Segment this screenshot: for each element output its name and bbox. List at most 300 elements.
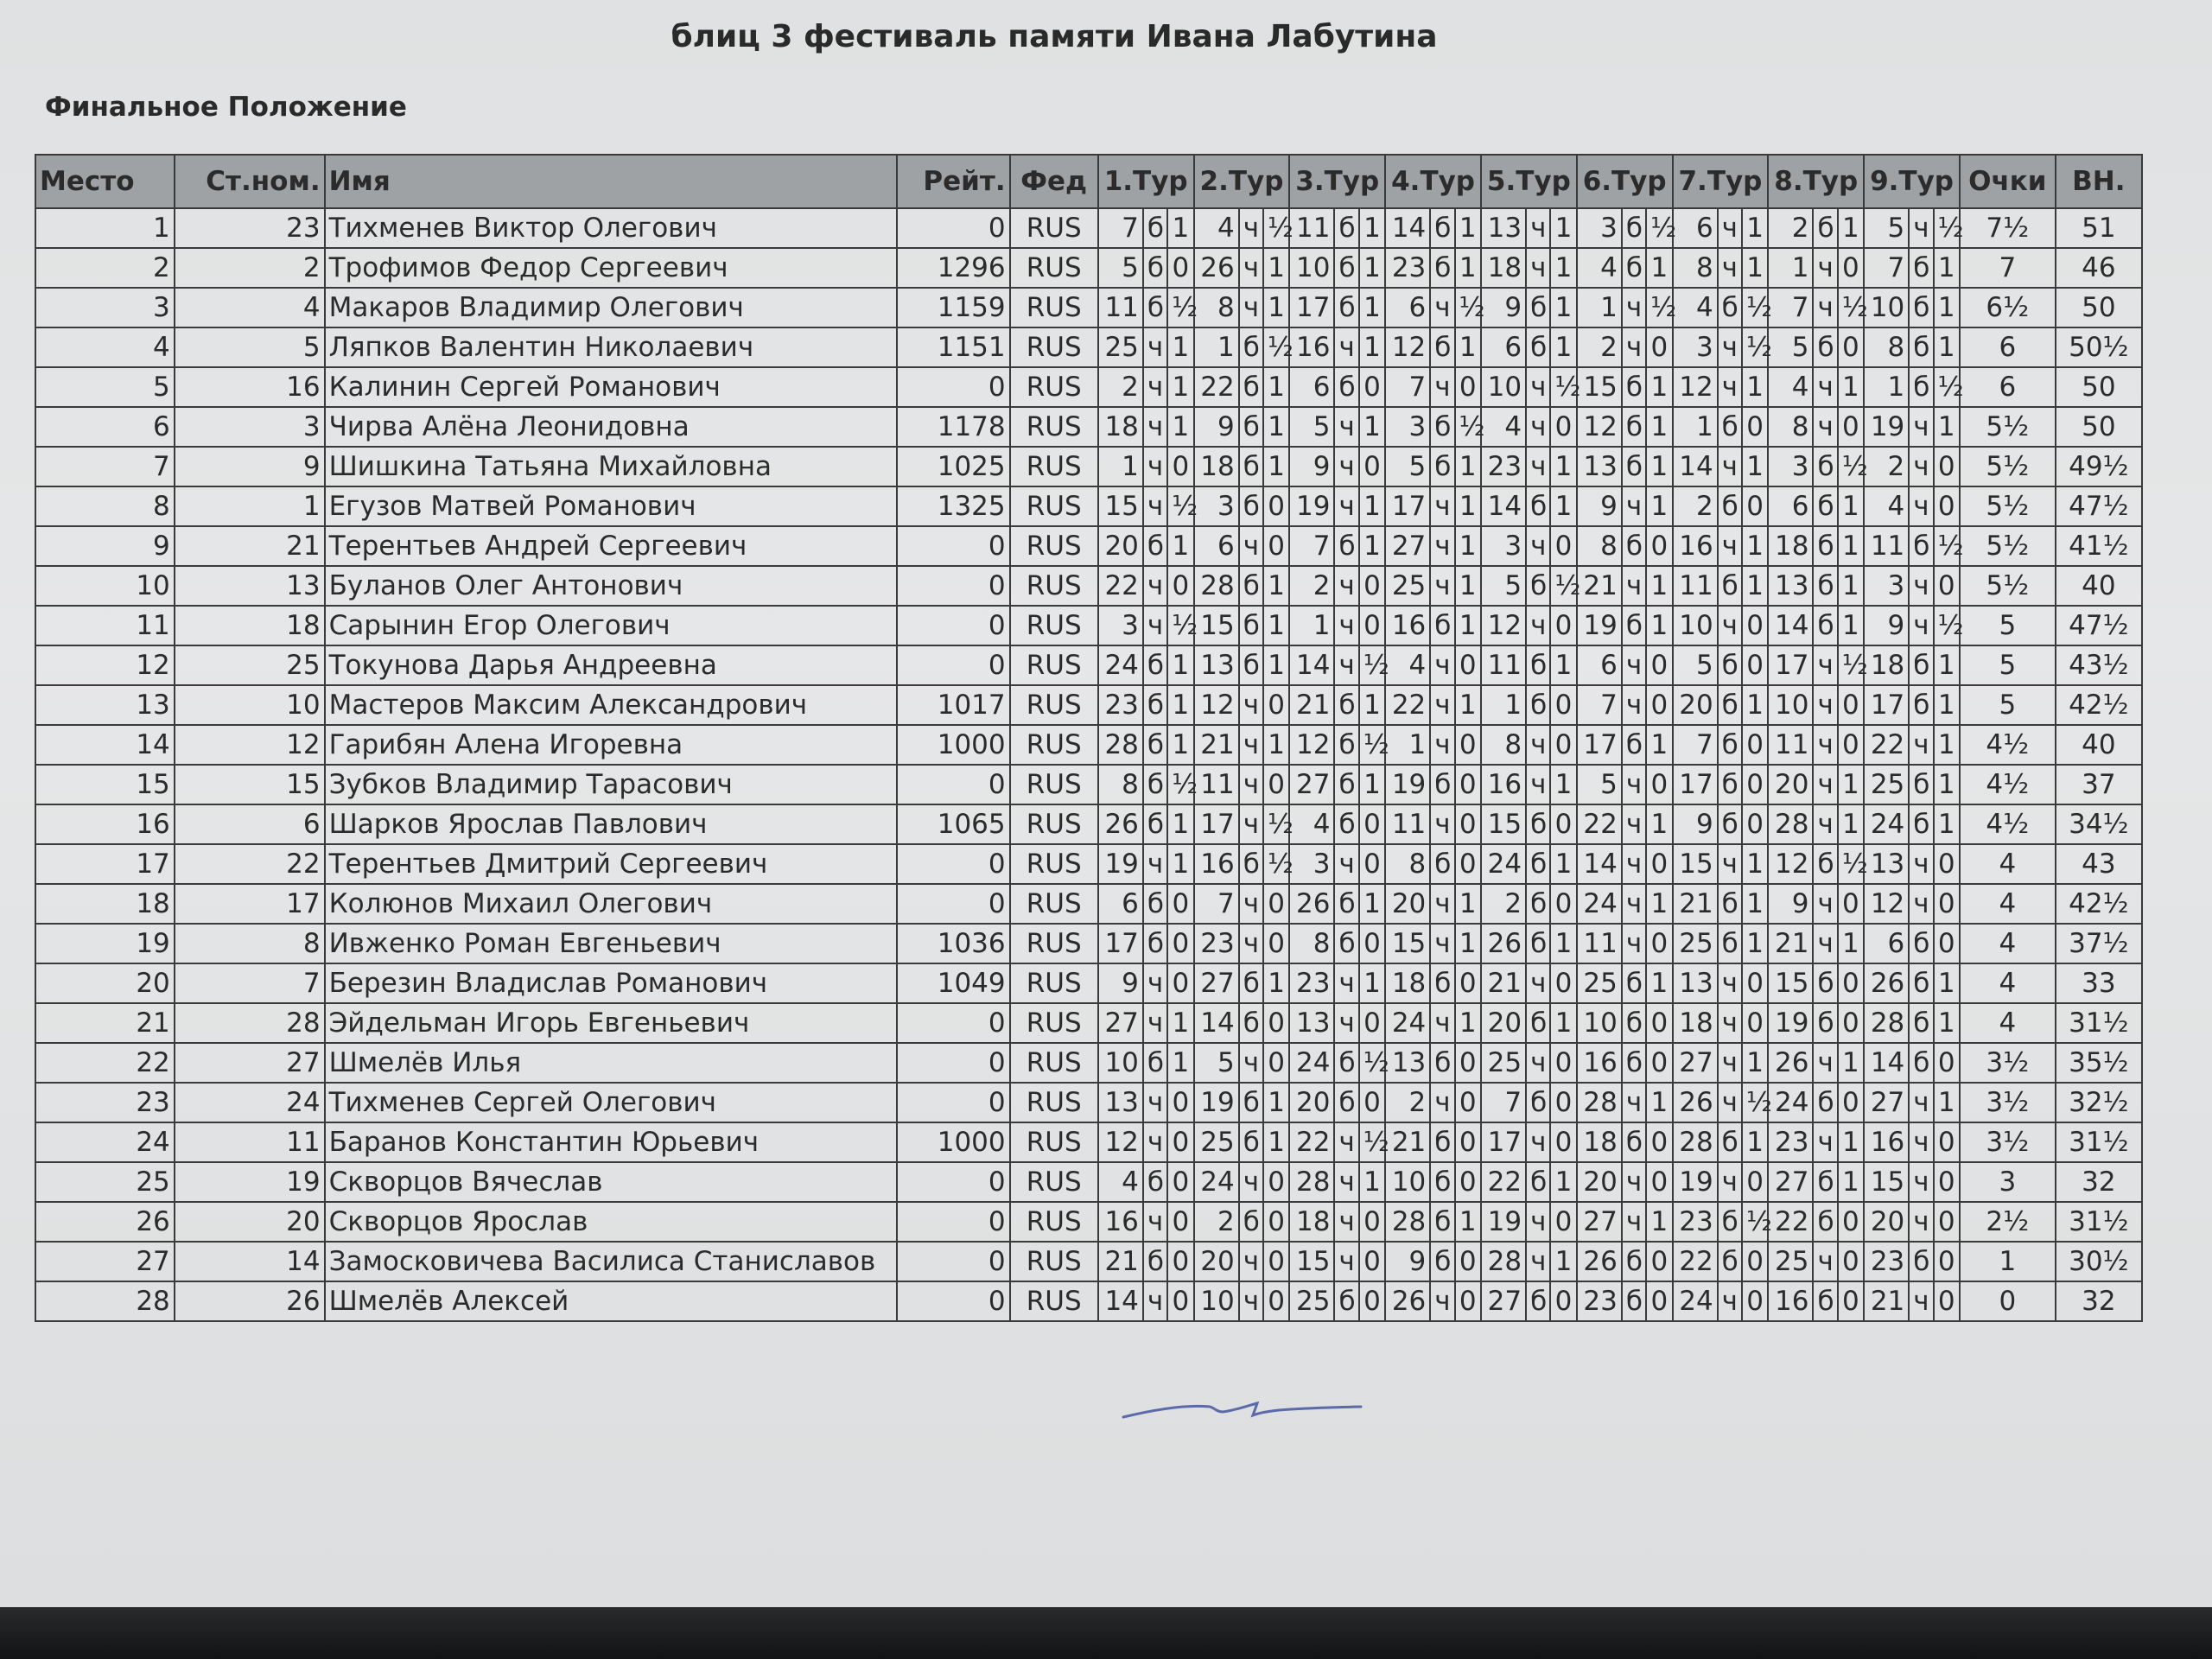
cell-name: Калинин Сергей Романович [325, 367, 898, 407]
cell-rating: 0 [897, 645, 1009, 685]
cell-round-color: ч [1430, 924, 1454, 963]
cell-start-no: 4 [175, 288, 325, 327]
cell-round-opponent: 4 [1289, 804, 1334, 844]
cell-round-result: 1 [1934, 288, 1960, 327]
cell-round-result: 1 [1455, 526, 1481, 566]
cell-round-opponent: 4 [1673, 288, 1718, 327]
cell-tiebreak: 42½ [2056, 884, 2142, 924]
cell-round-result: 0 [1550, 526, 1576, 566]
cell-round-result: 1 [1550, 447, 1576, 486]
cell-round-result: 1 [1263, 367, 1289, 407]
cell-round-color: ч [1718, 1162, 1742, 1202]
cell-round-color: ч [1622, 486, 1646, 526]
cell-rating: 0 [897, 1162, 1009, 1202]
cell-name: Шарков Ярослав Павлович [325, 804, 898, 844]
cell-name: Тихменев Виктор Олегович [325, 208, 898, 248]
cell-round-opponent: 1 [1577, 288, 1622, 327]
cell-round-color: б [1718, 566, 1742, 606]
cell-round-result: 1 [1167, 1043, 1193, 1083]
cell-round-opponent: 10 [1194, 1281, 1239, 1321]
cell-round-opponent: 27 [1481, 1281, 1526, 1321]
cell-round-color: ч [1718, 1083, 1742, 1122]
cell-round-color: б [1239, 645, 1263, 685]
cell-points: 1 [1960, 1242, 2056, 1281]
cell-points: 4 [1960, 884, 2056, 924]
cell-round-color: ч [1718, 1003, 1742, 1043]
cell-round-color: ч [1526, 1043, 1550, 1083]
cell-round-color: ч [1718, 447, 1742, 486]
cell-round-opponent: 28 [1098, 725, 1143, 765]
cell-round-result: 1 [1646, 1083, 1672, 1122]
cell-round-color: б [1718, 685, 1742, 725]
cell-round-opponent: 15 [1768, 963, 1813, 1003]
cell-federation: RUS [1010, 447, 1098, 486]
cell-round-color: б [1526, 1162, 1550, 1202]
cell-rating: 1000 [897, 725, 1009, 765]
cell-round-color: ч [1526, 248, 1550, 288]
cell-tiebreak: 31½ [2056, 1202, 2142, 1242]
cell-round-opponent: 26 [1673, 1083, 1718, 1122]
cell-round-color: ч [1526, 1242, 1550, 1281]
cell-round-result: 1 [1838, 804, 1864, 844]
cell-round-opponent: 24 [1673, 1281, 1718, 1321]
cell-round-color: ч [1239, 1242, 1263, 1281]
cell-place: 18 [35, 884, 175, 924]
cell-round-result: 1 [1838, 1162, 1864, 1202]
cell-round-result: 0 [1359, 1281, 1385, 1321]
cell-round-result: 1 [1167, 804, 1193, 844]
header-round-2: 2.Тур [1194, 155, 1290, 208]
cell-round-result: 0 [1646, 844, 1672, 884]
cell-round-color: б [1526, 884, 1550, 924]
table-row [35, 327, 2142, 367]
cell-name: Березин Владислав Романович [325, 963, 898, 1003]
cell-round-result: 1 [1455, 606, 1481, 645]
cell-round-color: ч [1622, 844, 1646, 884]
table-row [35, 248, 2142, 288]
cell-round-result: 0 [1646, 1122, 1672, 1162]
cell-round-opponent: 26 [1385, 1281, 1430, 1321]
cell-round-result: 0 [1167, 248, 1193, 288]
cell-round-color: ч [1143, 606, 1167, 645]
cell-round-result: 0 [1838, 327, 1864, 367]
cell-round-color: ч [1622, 566, 1646, 606]
cell-round-opponent: 6 [1864, 924, 1909, 963]
cell-round-result: 1 [1167, 367, 1193, 407]
cell-round-opponent: 2 [1289, 566, 1334, 606]
cell-start-no: 27 [175, 1043, 325, 1083]
cell-start-no: 5 [175, 327, 325, 367]
cell-round-opponent: 16 [1673, 526, 1718, 566]
cell-round-opponent: 13 [1289, 1003, 1334, 1043]
cell-round-color: б [1622, 1003, 1646, 1043]
cell-round-color: ч [1334, 407, 1358, 447]
cell-round-opponent: 22 [1673, 1242, 1718, 1281]
cell-round-result: 1 [1167, 407, 1193, 447]
cell-tiebreak: 32½ [2056, 1083, 2142, 1122]
cell-round-opponent: 28 [1673, 1122, 1718, 1162]
cell-round-color: б [1526, 844, 1550, 884]
cell-round-color: б [1526, 924, 1550, 963]
cell-round-opponent: 10 [1673, 606, 1718, 645]
cell-round-opponent: 15 [1864, 1162, 1909, 1202]
cell-points: 2½ [1960, 1202, 2056, 1242]
table-row [35, 1242, 2142, 1281]
cell-round-color: ч [1909, 447, 1933, 486]
cell-round-result: 0 [1455, 645, 1481, 685]
cell-start-no: 6 [175, 804, 325, 844]
cell-round-result: 0 [1359, 1083, 1385, 1122]
cell-round-color: ч [1622, 685, 1646, 725]
cell-round-result: 1 [1742, 447, 1768, 486]
cell-points: 5½ [1960, 447, 2056, 486]
cell-round-result: 1 [1742, 1122, 1768, 1162]
cell-name: Терентьев Дмитрий Сергеевич [325, 844, 898, 884]
cell-points: 6 [1960, 327, 2056, 367]
cell-round-opponent: 28 [1194, 566, 1239, 606]
cell-round-result: 0 [1838, 248, 1864, 288]
cell-points: 7½ [1960, 208, 2056, 248]
cell-round-result: 1 [1263, 1083, 1289, 1122]
table-row [35, 804, 2142, 844]
cell-rating: 0 [897, 1242, 1009, 1281]
cell-points: 4 [1960, 963, 2056, 1003]
cell-rating: 0 [897, 844, 1009, 884]
cell-start-no: 15 [175, 765, 325, 804]
cell-round-opponent: 14 [1481, 486, 1526, 526]
cell-round-opponent: 21 [1577, 566, 1622, 606]
cell-round-opponent: 11 [1481, 645, 1526, 685]
cell-round-color: ч [1813, 288, 1837, 327]
cell-tiebreak: 37½ [2056, 924, 2142, 963]
cell-start-no: 21 [175, 526, 325, 566]
cell-round-opponent: 18 [1577, 1122, 1622, 1162]
cell-round-result: 1 [1455, 208, 1481, 248]
cell-round-color: ч [1526, 526, 1550, 566]
cell-round-color: б [1334, 367, 1358, 407]
cell-round-result: 0 [1263, 1242, 1289, 1281]
cell-round-opponent: 11 [1768, 725, 1813, 765]
table-row [35, 566, 2142, 606]
cell-place: 5 [35, 367, 175, 407]
cell-round-result: 1 [1550, 844, 1576, 884]
cell-round-result: 0 [1550, 1122, 1576, 1162]
cell-round-result: 0 [1838, 1281, 1864, 1321]
cell-round-result: 0 [1359, 447, 1385, 486]
cell-federation: RUS [1010, 248, 1098, 288]
cell-round-opponent: 22 [1289, 1122, 1334, 1162]
cell-round-result: 1 [1742, 248, 1768, 288]
cell-round-color: ч [1909, 486, 1933, 526]
cell-round-color: ч [1430, 566, 1454, 606]
cell-round-opponent: 2 [1864, 447, 1909, 486]
cell-round-color: ч [1813, 645, 1837, 685]
cell-round-color: ч [1718, 1043, 1742, 1083]
cell-round-opponent: 22 [1864, 725, 1909, 765]
cell-round-color: б [1813, 844, 1837, 884]
cell-round-opponent: 7 [1864, 248, 1909, 288]
cell-rating: 1017 [897, 685, 1009, 725]
cell-round-color: б [1622, 1043, 1646, 1083]
cell-round-opponent: 3 [1768, 447, 1813, 486]
cell-round-result: 1 [1838, 208, 1864, 248]
cell-round-opponent: 13 [1577, 447, 1622, 486]
cell-round-opponent: 12 [1098, 1122, 1143, 1162]
cell-round-color: б [1718, 407, 1742, 447]
cell-round-result: 1 [1742, 367, 1768, 407]
cell-round-opponent: 24 [1289, 1043, 1334, 1083]
cell-round-result: 0 [1263, 1281, 1289, 1321]
table-row [35, 606, 2142, 645]
cell-round-result: 0 [1838, 1242, 1864, 1281]
cell-round-result: 0 [1455, 1083, 1481, 1122]
cell-tiebreak: 32 [2056, 1162, 2142, 1202]
cell-rating: 0 [897, 1003, 1009, 1043]
cell-round-opponent: 20 [1194, 1242, 1239, 1281]
cell-round-opponent: 12 [1289, 725, 1334, 765]
cell-round-color: ч [1909, 1281, 1933, 1321]
header-name: Имя [325, 155, 898, 208]
cell-federation: RUS [1010, 1122, 1098, 1162]
cell-round-color: б [1909, 1242, 1933, 1281]
cell-start-no: 10 [175, 685, 325, 725]
cell-round-result: 1 [1550, 288, 1576, 327]
cell-round-color: б [1143, 884, 1167, 924]
cell-round-color: б [1143, 645, 1167, 685]
cell-round-opponent: 3 [1577, 208, 1622, 248]
cell-round-result: 1 [1359, 884, 1385, 924]
cell-round-opponent: 2 [1577, 327, 1622, 367]
cell-round-color: ч [1718, 1281, 1742, 1321]
cell-round-result: 1 [1359, 685, 1385, 725]
cell-round-opponent: 18 [1194, 447, 1239, 486]
cell-round-color: ч [1622, 1202, 1646, 1242]
cell-round-opponent: 12 [1768, 844, 1813, 884]
cell-round-color: ч [1239, 884, 1263, 924]
cell-round-opponent: 5 [1385, 447, 1430, 486]
cell-round-result: 1 [1934, 1003, 1960, 1043]
cell-round-color: ч [1430, 804, 1454, 844]
cell-round-opponent: 14 [1385, 208, 1430, 248]
cell-round-color: б [1334, 685, 1358, 725]
cell-round-result: 1 [1455, 884, 1481, 924]
cell-round-color: ч [1813, 1242, 1837, 1281]
cell-tiebreak: 30½ [2056, 1242, 2142, 1281]
cell-round-opponent: 13 [1673, 963, 1718, 1003]
cell-round-opponent: 4 [1098, 1162, 1143, 1202]
cell-name: Токунова Дарья Андреевна [325, 645, 898, 685]
cell-round-result: 0 [1167, 566, 1193, 606]
cell-start-no: 23 [175, 208, 325, 248]
cell-round-result: 0 [1167, 884, 1193, 924]
cell-points: 5½ [1960, 486, 2056, 526]
cell-round-color: б [1430, 1122, 1454, 1162]
cell-round-color: ч [1239, 1162, 1263, 1202]
cell-round-result: 0 [1167, 1122, 1193, 1162]
cell-round-result: ½ [1934, 208, 1960, 248]
table-row [35, 486, 2142, 526]
cell-place: 26 [35, 1202, 175, 1242]
cell-round-opponent: 5 [1673, 645, 1718, 685]
cell-round-opponent: 27 [1098, 1003, 1143, 1043]
header-tiebreak: ВН. [2056, 155, 2142, 208]
cell-round-color: ч [1526, 963, 1550, 1003]
cell-rating: 0 [897, 367, 1009, 407]
cell-name: Терентьев Андрей Сергеевич [325, 526, 898, 566]
cell-round-result: 1 [1934, 963, 1960, 1003]
cell-round-result: 1 [1646, 884, 1672, 924]
cell-round-color: ч [1143, 1281, 1167, 1321]
cell-round-result: 0 [1550, 1281, 1576, 1321]
cell-round-color: ч [1239, 804, 1263, 844]
cell-round-result: 0 [1550, 1202, 1576, 1242]
cell-round-opponent: 6 [1577, 645, 1622, 685]
cell-round-opponent: 18 [1098, 407, 1143, 447]
cell-round-result: 1 [1742, 924, 1768, 963]
cell-round-result: 0 [1167, 1202, 1193, 1242]
cell-round-color: б [1430, 327, 1454, 367]
cell-round-result: 1 [1838, 367, 1864, 407]
cell-place: 14 [35, 725, 175, 765]
cell-round-color: б [1909, 248, 1933, 288]
cell-round-color: б [1622, 963, 1646, 1003]
cell-round-result: ½ [1742, 1202, 1768, 1242]
cell-round-result: 1 [1742, 526, 1768, 566]
cell-tiebreak: 34½ [2056, 804, 2142, 844]
cell-round-color: б [1813, 486, 1837, 526]
cell-round-color: б [1143, 248, 1167, 288]
cell-round-opponent: 23 [1098, 685, 1143, 725]
cell-round-result: 1 [1455, 327, 1481, 367]
cell-round-result: 1 [1167, 685, 1193, 725]
cell-round-opponent: 6 [1194, 526, 1239, 566]
cell-round-color: ч [1239, 1281, 1263, 1321]
cell-round-result: 1 [1167, 526, 1193, 566]
cell-round-color: ч [1909, 884, 1933, 924]
cell-round-color: б [1239, 1083, 1263, 1122]
cell-round-opponent: 1 [1768, 248, 1813, 288]
table-row [35, 1122, 2142, 1162]
cell-federation: RUS [1010, 1162, 1098, 1202]
cell-round-opponent: 21 [1481, 963, 1526, 1003]
cell-round-color: б [1813, 526, 1837, 566]
cell-round-opponent: 14 [1194, 1003, 1239, 1043]
cell-round-result: ½ [1742, 288, 1768, 327]
cell-name: Буланов Олег Антонович [325, 566, 898, 606]
table-row [35, 1202, 2142, 1242]
cell-round-result: 0 [1646, 1281, 1672, 1321]
cell-name: Зубков Владимир Тарасович [325, 765, 898, 804]
cell-round-color: ч [1813, 804, 1837, 844]
cell-place: 21 [35, 1003, 175, 1043]
cell-round-opponent: 10 [1864, 288, 1909, 327]
cell-round-result: 0 [1167, 924, 1193, 963]
cell-round-opponent: 11 [1577, 924, 1622, 963]
cell-round-color: б [1622, 367, 1646, 407]
cell-round-result: ½ [1359, 645, 1385, 685]
cell-round-result: 1 [1550, 208, 1576, 248]
cell-round-opponent: 11 [1673, 566, 1718, 606]
cell-federation: RUS [1010, 327, 1098, 367]
cell-round-opponent: 20 [1385, 884, 1430, 924]
cell-round-color: б [1239, 407, 1263, 447]
cell-round-opponent: 20 [1768, 765, 1813, 804]
cell-round-opponent: 9 [1768, 884, 1813, 924]
cell-round-opponent: 17 [1768, 645, 1813, 685]
cell-round-result: 0 [1167, 1242, 1193, 1281]
cell-round-color: ч [1718, 367, 1742, 407]
cell-round-result: 1 [1838, 566, 1864, 606]
cell-round-color: б [1718, 1202, 1742, 1242]
cell-round-color: ч [1813, 248, 1837, 288]
cell-start-no: 11 [175, 1122, 325, 1162]
cell-round-color: б [1622, 1281, 1646, 1321]
cell-start-no: 17 [175, 884, 325, 924]
cell-round-opponent: 25 [1481, 1043, 1526, 1083]
cell-round-opponent: 18 [1768, 526, 1813, 566]
cell-round-color: ч [1143, 1202, 1167, 1242]
cell-round-result: 1 [1167, 725, 1193, 765]
cell-points: 4 [1960, 1003, 2056, 1043]
cell-federation: RUS [1010, 844, 1098, 884]
cell-name: Ивженко Роман Евгеньевич [325, 924, 898, 963]
cell-place: 25 [35, 1162, 175, 1202]
document-title: блиц 3 фестиваль памяти Ивана Лабутина [671, 19, 1438, 54]
cell-round-opponent: 8 [1194, 288, 1239, 327]
cell-round-color: ч [1143, 407, 1167, 447]
cell-round-opponent: 21 [1768, 924, 1813, 963]
cell-round-color: б [1622, 248, 1646, 288]
cell-round-color: б [1239, 327, 1263, 367]
cell-federation: RUS [1010, 288, 1098, 327]
cell-round-opponent: 15 [1481, 804, 1526, 844]
cell-round-opponent: 12 [1673, 367, 1718, 407]
cell-round-color: б [1143, 208, 1167, 248]
cell-round-color: б [1143, 685, 1167, 725]
cell-round-opponent: 19 [1768, 1003, 1813, 1043]
cell-round-result: 0 [1838, 407, 1864, 447]
cell-round-color: б [1813, 566, 1837, 606]
cell-round-color: б [1143, 1242, 1167, 1281]
cell-round-result: 1 [1455, 248, 1481, 288]
cell-round-color: ч [1526, 407, 1550, 447]
cell-round-result: ½ [1167, 288, 1193, 327]
cell-round-result: 0 [1838, 1083, 1864, 1122]
cell-place: 22 [35, 1043, 175, 1083]
cell-round-opponent: 10 [1098, 1043, 1143, 1083]
cell-round-color: б [1909, 367, 1933, 407]
cell-round-opponent: 24 [1481, 844, 1526, 884]
cell-round-color: б [1813, 963, 1837, 1003]
cell-round-result: 0 [1742, 645, 1768, 685]
cell-round-result: ½ [1263, 327, 1289, 367]
cell-round-result: 1 [1550, 645, 1576, 685]
cell-round-result: 0 [1934, 1202, 1960, 1242]
cell-round-opponent: 8 [1481, 725, 1526, 765]
cell-start-no: 16 [175, 367, 325, 407]
cell-round-opponent: 23 [1864, 1242, 1909, 1281]
cell-tiebreak: 46 [2056, 248, 2142, 288]
cell-place: 8 [35, 486, 175, 526]
cell-points: 3½ [1960, 1043, 2056, 1083]
cell-round-opponent: 18 [1864, 645, 1909, 685]
cell-round-color: б [1622, 606, 1646, 645]
cell-round-result: 0 [1742, 725, 1768, 765]
cell-round-opponent: 7 [1385, 367, 1430, 407]
document-subtitle: Финальное Положение [45, 92, 407, 123]
cell-round-result: 0 [1838, 884, 1864, 924]
cell-round-opponent: 6 [1385, 288, 1430, 327]
